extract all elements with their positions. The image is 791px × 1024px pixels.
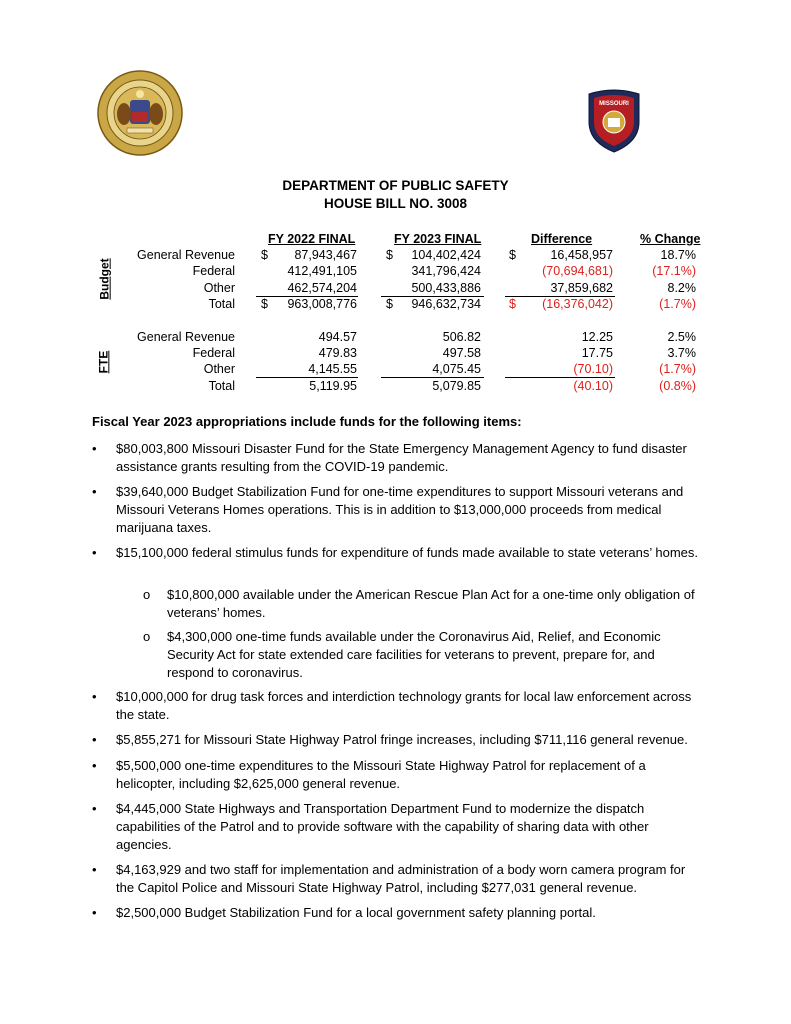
fte-fy23-value: 4,075.45 xyxy=(432,362,481,376)
budget-fy22-value: 412,491,105 xyxy=(287,264,357,278)
sub-list-item xyxy=(143,628,703,682)
list-item xyxy=(92,544,702,562)
budget-pct-value: (17.1%) xyxy=(652,264,696,278)
col-header-fy2022: FY 2022 FINAL xyxy=(268,232,356,246)
budget-fy23-value: 946,632,734 xyxy=(411,297,481,311)
budget-diff-value: (70,694,681) xyxy=(542,264,613,278)
list-item xyxy=(92,800,702,854)
col-header-fy2023: FY 2023 FINAL xyxy=(394,232,482,246)
budget-row-name: Federal xyxy=(192,264,235,278)
budget-row-name: Other xyxy=(203,281,235,295)
dollar-sign: $ xyxy=(509,248,516,262)
fte-fy22-value: 479.83 xyxy=(318,346,357,360)
budget-section-label: Budget xyxy=(97,258,112,300)
subtotal-rule xyxy=(505,377,615,378)
budget-fy22-value: 87,943,467 xyxy=(294,248,357,262)
list-item xyxy=(92,731,702,749)
list-item-text: $2,500,000 Budget Stabilization Fund for a local government safety planning portal. xyxy=(116,905,596,920)
page-title: DEPARTMENT OF PUBLIC SAFETY xyxy=(282,178,509,193)
list-item-text: $4,163,929 and two staff for implementation and administration of a body worn camera program for the Capitol Police and Missouri State Highway Patrol, including $277,031 general revenue. xyxy=(116,862,686,895)
fte-diff-value: 12.25 xyxy=(581,330,613,344)
sub-bullet-icon: o xyxy=(143,629,151,644)
fte-fy22-value: 494.57 xyxy=(318,330,357,344)
budget-fy23-value: 500,433,886 xyxy=(411,281,481,295)
budget-fy23-value: 341,796,424 xyxy=(411,264,481,278)
sub-bullet-icon: o xyxy=(143,587,151,602)
fte-fy22-value: 4,145.55 xyxy=(308,362,357,376)
fte-pct-value: (0.8%) xyxy=(659,379,696,393)
bullet-icon: • xyxy=(92,545,97,560)
sub-list-item-text: $10,800,000 available under the American Rescue Plan Act for a one-time only obligation of veterans’ homes. xyxy=(167,587,695,620)
budget-diff-value: (16,376,042) xyxy=(542,297,613,311)
fte-fy23-value: 5,079.85 xyxy=(432,379,481,393)
dollar-sign: $ xyxy=(261,297,268,311)
col-header-difference: Difference xyxy=(531,232,593,246)
appropriations-intro: Fiscal Year 2023 appropriations include funds for the following items: xyxy=(92,414,522,429)
budget-row-name: Total xyxy=(208,297,235,311)
budget-pct-value: 18.7% xyxy=(660,248,696,262)
list-item xyxy=(92,904,702,922)
list-item-text: $4,445,000 State Highways and Transportation Department Fund to modernize the dispatch capabilities of the Patrol and to provide software with the capability of sharing data with other agencies. xyxy=(116,801,649,852)
col-header-pct-change: % Change xyxy=(640,232,701,246)
fte-row-name: General Revenue xyxy=(137,330,235,344)
list-item-text: $5,855,271 for Missouri State Highway Patrol fringe increases, including $711,116 general revenue. xyxy=(116,732,688,747)
fte-diff-value: 17.75 xyxy=(581,346,613,360)
list-item-text: $15,100,000 federal stimulus funds for expenditure of funds made available to state veterans’ homes. xyxy=(116,545,698,560)
list-item xyxy=(92,861,702,897)
budget-diff-value: 16,458,957 xyxy=(550,248,613,262)
bullet-icon: • xyxy=(92,441,97,456)
bullet-icon: • xyxy=(92,801,97,816)
budget-fy23-value: 104,402,424 xyxy=(411,248,481,262)
bullet-icon: • xyxy=(92,758,97,773)
budget-diff-value: 37,859,682 xyxy=(550,281,613,295)
sub-list-item xyxy=(143,586,703,622)
budget-pct-value: (1.7%) xyxy=(659,297,696,311)
fte-fy23-value: 506.82 xyxy=(442,330,481,344)
missouri-state-seal-icon xyxy=(97,70,183,156)
bullet-icon: • xyxy=(92,732,97,747)
highway-patrol-badge-icon xyxy=(585,88,643,154)
fte-fy22-value: 5,119.95 xyxy=(309,379,357,393)
subtotal-rule xyxy=(256,377,358,378)
fte-section-label: FTE xyxy=(96,350,111,374)
list-item xyxy=(92,757,702,793)
fte-row-name: Other xyxy=(203,362,235,376)
dollar-sign: $ xyxy=(386,248,393,262)
list-item-text: $5,500,000 one-time expenditures to the Missouri State Highway Patrol for replacement of a helicopter, including $2,625,000 general revenue. xyxy=(116,758,646,791)
budget-fy22-value: 462,574,204 xyxy=(287,281,357,295)
bullet-icon: • xyxy=(92,484,97,499)
fte-row-name: Federal xyxy=(192,346,235,360)
list-item-text: $80,003,800 Missouri Disaster Fund for the State Emergency Management Agency to fund disaster assistance grants resulting from the COVID-19 pandemic. xyxy=(116,441,687,474)
list-item xyxy=(92,440,702,476)
budget-row-name: General Revenue xyxy=(137,248,235,262)
page-subtitle: HOUSE BILL NO. 3008 xyxy=(323,196,468,211)
fte-pct-value: (1.7%) xyxy=(659,362,696,376)
fte-pct-value: 2.5% xyxy=(667,330,696,344)
fte-diff-value: (70.10) xyxy=(573,362,613,376)
fte-fy23-value: 497.58 xyxy=(442,346,481,360)
bullet-icon: • xyxy=(92,862,97,877)
bullet-icon: • xyxy=(92,905,97,920)
list-item-text: $39,640,000 Budget Stabilization Fund for one-time expenditures to support Missouri veterans and Missouri Veterans Homes operations. This is in addition to $13,000,000 proceeds from medical marijuana taxes. xyxy=(116,484,684,535)
dollar-sign: $ xyxy=(509,297,516,311)
bullet-icon: • xyxy=(92,689,97,704)
subtotal-rule xyxy=(381,377,484,378)
list-item-text: $10,000,000 for drug task forces and interdiction technology grants for local law enforcement across the state. xyxy=(116,689,692,722)
fte-pct-value: 3.7% xyxy=(667,346,696,360)
badge-label: MISSOURI xyxy=(599,101,629,107)
budget-fy22-value: 963,008,776 xyxy=(287,297,357,311)
fte-row-name: Total xyxy=(208,379,235,393)
list-item xyxy=(92,483,702,537)
dollar-sign: $ xyxy=(261,248,268,262)
budget-pct-value: 8.2% xyxy=(667,281,696,295)
list-item xyxy=(92,688,702,724)
dollar-sign: $ xyxy=(386,297,393,311)
sub-list-item-text: $4,300,000 one-time funds available under the Coronavirus Aid, Relief, and Economic Security Act for state extended care facilities for veterans to prevent, prepare for, and respond to coronavirus. xyxy=(167,629,661,680)
fte-diff-value: (40.10) xyxy=(573,379,613,393)
